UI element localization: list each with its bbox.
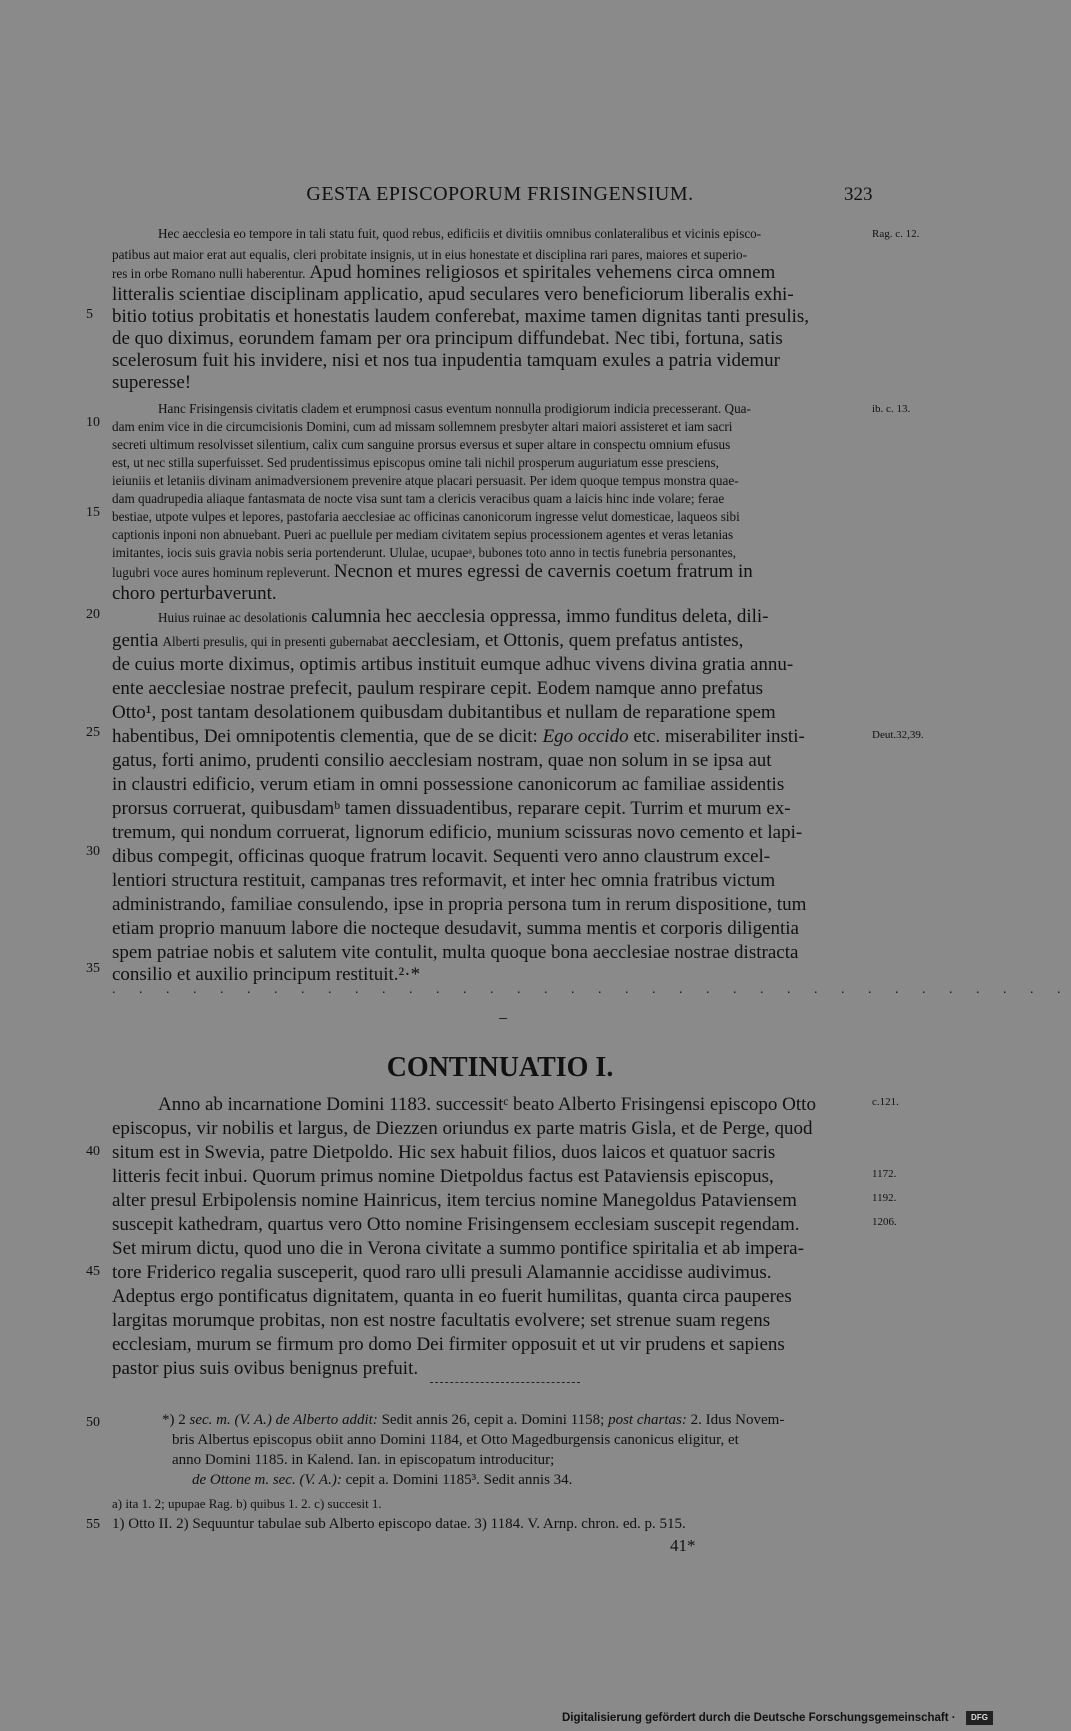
line-number: 10 xyxy=(86,415,100,430)
text-line: pastor pius suis ovibus benignus prefuit. xyxy=(112,1358,419,1379)
text-line: patibus aut maior erat aut equalis, cleri probitate insignis, ut in eius honestate et disciplina rari pares, maiores et superio- xyxy=(112,247,748,262)
dfg-logo: DFG xyxy=(966,1711,993,1725)
text-line: choro perturbaverunt. xyxy=(112,583,277,604)
text-line: de quo diximus, eorundem famam per ora principum diffundebat. Nec tibi, fortuna, satis xyxy=(112,328,783,349)
line-number: 5 xyxy=(86,307,93,322)
signature-mark: 41* xyxy=(670,1536,696,1555)
footnote-line: a) ita 1. 2; upupae Rag. b) quibus 1. 2. c) succesit 1. xyxy=(112,1496,382,1511)
text-line: dibus compegit, officinas quoque fratrum locavit. Sequenti vero anno claustrum excel- xyxy=(112,846,771,867)
text-line: bitio totius probitatis et honestatis laudem conferebat, maxime tamen dignitas tanti presulis, xyxy=(112,306,810,327)
text-line: Set mirum dictu, quod uno die in Verona civitate a summo pontifice spiritalia et ab impera- xyxy=(112,1238,804,1259)
footnote-line: anno Domini 1185. in Kalend. Ian. in episcopatum introducitur; xyxy=(172,1452,555,1468)
text-line: dam enim vice in die circumcisionis Domini, cum ad missam sollemnem presbyter altari maiori assisteret et iam sacri xyxy=(112,419,733,434)
digitization-credit: Digitalisierung gefördert durch die Deutsche Forschungsgemeinschaft · xyxy=(562,1712,956,1724)
page-number: 323 xyxy=(844,184,873,205)
text-line: alter presul Erbipolensis nomine Hainricus, item tercius nomine Manegoldus Pataviensem xyxy=(112,1190,797,1211)
text-line: res in orbe Romano nulli haberentur. Apud homines religiosos et spiritales vehemens circa omnem xyxy=(112,262,776,283)
text-line: captionis inponi non abnuebant. Pueri ac puellule per mediam civitatem sepius processionem agentes et veras letanias xyxy=(112,527,734,542)
line-number: 40 xyxy=(86,1144,100,1159)
text-line: litteris fecit inbui. Quorum primus nomine Dietpoldus factus est Pataviensis episcopus, xyxy=(112,1166,774,1187)
text-line: Hanc Frisingensis civitatis cladem et erumpnosi casus eventum nonnulla prodigiorum indicia precesserant. Qua- xyxy=(158,401,751,416)
line-number: 45 xyxy=(86,1264,100,1279)
margin-note: Deut.32,39. xyxy=(872,729,924,741)
text-line: scelerosum fuit his invidere, nisi et nos tua inpudentia tamquam exules a patria videmur xyxy=(112,350,780,371)
running-header: GESTA EPISCOPORUM FRISINGENSIUM. xyxy=(306,183,694,205)
text-line: Anno ab incarnatione Domini 1183. successitᶜ beato Alberto Frisingensi episcopo Otto xyxy=(158,1094,816,1115)
line-number: 25 xyxy=(86,725,100,740)
margin-note: c.121. xyxy=(872,1096,899,1108)
text-line: de cuius morte diximus, optimis artibus instituit eumque adhuc vivens divina gratia annu- xyxy=(112,654,794,675)
text-line: etiam proprio manuum labore die nocteque desudavit, summa mentis et corporis diligentia xyxy=(112,918,799,939)
line-number: 35 xyxy=(86,961,100,976)
text-line: prorsus corruerat, quibusdamᵇ tamen dissuadentibus, reparare cepit. Turrim et murum ex- xyxy=(112,798,791,819)
footnote-line: bris Albertus episcopus obiit anno Domini 1184, et Otto Magedburgensis canonicus eligitur, et xyxy=(172,1432,739,1448)
text-line: consilio et auxilio principum restituit.²·* xyxy=(112,964,421,985)
text-line: suscepit kathedram, quartus vero Otto nomine Frisingensem ecclesiam suscepit regendam. xyxy=(112,1214,800,1235)
line-number: 30 xyxy=(86,844,100,859)
text-line: imitantes, iocis suis gravia nobis seria portenderunt. Ululae, ucupaeᵃ, bubones toto anno in tectis funebria personantes, xyxy=(112,545,736,560)
text-line: ecclesiam, murum se firmum pro domo Dei firmiter opposuit et ut vir prudens et sapiens xyxy=(112,1334,785,1355)
text-line: ieiuniis et letaniis divinam animadversionem prevenire atque placari persuasit. Per idem quoque tempus monstra quae- xyxy=(112,473,739,488)
line-number: 50 xyxy=(86,1415,100,1430)
text-line: est, ut nec stilla superfuisset. Sed prudentissimus episcopus omine tali nichil prosperum auguriatum esse presciens, xyxy=(112,455,719,470)
text-line: lugubri voce aures hominum repleverunt. Necnon et mures egressi de cavernis coetum fratrum in xyxy=(112,561,753,582)
margin-note: 1172. xyxy=(872,1168,897,1180)
footnote-line: *) 2 sec. m. (V. A.) de Alberto addit: Sedit annis 26, cepit a. Domini 1158; post chartas: 2. Idus Novem- xyxy=(162,1412,785,1428)
ellipsis-dots: . . . . . . . . . . . . . . . . . . . . . . . . . . . . . . . . . . . . xyxy=(112,982,1071,997)
footnote-line: de Ottone m. sec. (V. A.): cepit a. Domini 1185³. Sedit annis 34. xyxy=(192,1472,573,1488)
text-line: superesse! xyxy=(112,372,192,393)
text-line: gentia Alberti presulis, qui in presenti gubernabat aecclesiam, et Ottonis, quem prefatus antistes, xyxy=(112,630,744,651)
text-line: situm est in Swevia, patre Dietpoldo. Hic sex habuit filios, duos laicos et quatuor sacris xyxy=(112,1142,776,1163)
divider xyxy=(499,1018,507,1019)
margin-note: 1192. xyxy=(872,1192,897,1204)
text-line: gatus, forti animo, prudenti consilio aecclesiam nostram, quae non solum in se ipsa aut xyxy=(112,750,772,771)
text-line: secreti ultimum resolvisset silentium, calix cum sanguine prorsus eversus et super altare in conspectu omnium efusus xyxy=(112,437,731,452)
text-line: largitas morumque probitas, non est nostre facultatis evolvere; set strenue suam regens xyxy=(112,1310,771,1331)
text-line: spem patriae nobis et salutem vite contulit, multa quoque bona aecclesiae nostrae distracta xyxy=(112,942,799,963)
text-line: Otto¹, post tantam desolationem quibusdam dubitantibus et nullam de reparatione spem xyxy=(112,702,776,723)
text-line: in claustri edificio, verum etiam in omni possessione canonicorum ac familiae assidentis xyxy=(112,774,785,795)
text-line: tremum, qui nondum corruerat, lignorum edificio, munium scissuras novo cemento et lapi- xyxy=(112,822,803,843)
text-line: Huius ruinae ac desolationis calumnia hec aecclesia oppressa, immo funditus deleta, dili- xyxy=(158,606,769,627)
text-line: dam quadrupedia aliaque fantasmata de nocte visa sunt tam a clericis veracibus quam a laicis hinc inde volare; ferae xyxy=(112,491,725,506)
text-line: litteralis scientiae disciplinam applicatio, apud seculares vero beneficiorum liberalis exhi- xyxy=(112,284,794,305)
text-line: Adeptus ergo pontificatus dignitatem, quanta in eo fuerit humilitas, quanta circa pauperes xyxy=(112,1286,792,1307)
text-line: Hec aecclesia eo tempore in tali statu fuit, quod rebus, edificiis et divitiis omnibus conlateralibus et vicinis episco- xyxy=(158,226,762,241)
separator xyxy=(430,1382,580,1384)
text-line: habentibus, Dei omnipotentis clementia, que de se dicit: Ego occido etc. miserabiliter insti- xyxy=(112,726,805,747)
footnote-line: 1) Otto II. 2) Sequuntur tabulae sub Alberto episcopo datae. 3) 1184. V. Arnp. chron. ed. p. 515. xyxy=(112,1516,686,1532)
margin-note: Rag. c. 12. xyxy=(872,228,920,240)
text-line: administrando, familiae consulendo, ipse in propria persona tum in rerum dispositione, tum xyxy=(112,894,807,915)
text-line: tore Friderico regalia susceperit, quod raro ulli presuli Alamannie accidisse audivimus. xyxy=(112,1262,772,1283)
line-number: 15 xyxy=(86,505,100,520)
text-line: bestiae, utpote vulpes et lepores, pastofaria aecclesiae ac officinas canonicorum ingresse velut domesticae, laqueos sibi xyxy=(112,509,740,524)
line-number: 55 xyxy=(86,1517,100,1532)
line-number: 20 xyxy=(86,607,100,622)
margin-note: 1206. xyxy=(872,1216,897,1228)
text-line: ente aecclesiae nostrae prefecit, paulum respirare cepit. Eodem namque anno prefatus xyxy=(112,678,763,699)
text-line: lentiori structura restituit, campanas tres reformavit, et inter hec omnia fratribus victum xyxy=(112,870,776,891)
text-line: episcopus, vir nobilis et largus, de Diezzen oriundus ex parte matris Gisla, et de Perge, quod xyxy=(112,1118,813,1139)
margin-note: ib. c. 13. xyxy=(872,403,911,415)
section-title: CONTINUATIO I. xyxy=(386,1052,614,1083)
